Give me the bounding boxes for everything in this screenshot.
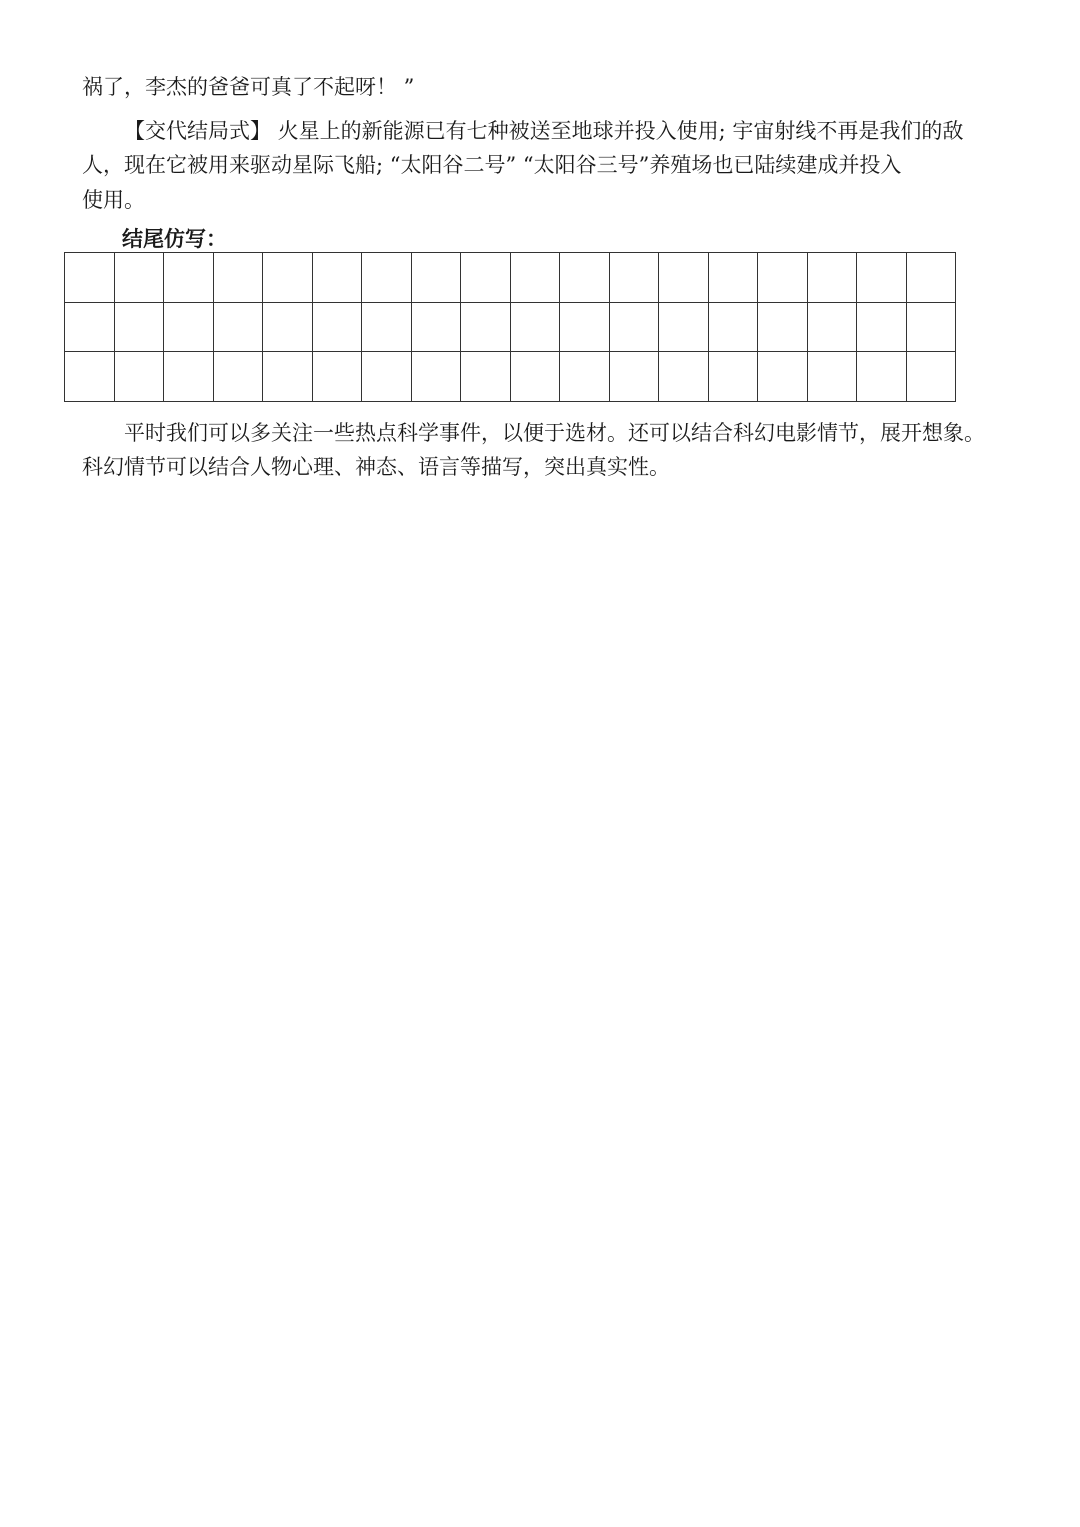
grid-cell[interactable]: [708, 352, 758, 402]
grid-cell[interactable]: [65, 253, 115, 303]
grid-cell[interactable]: [560, 302, 610, 352]
paragraph-line: 【交代结局式】 火星上的新能源已有七种被送至地球并投入使用; 宇宙射线不再是我们的敌: [124, 119, 964, 143]
grid-cell[interactable]: [857, 302, 907, 352]
grid-cell[interactable]: [659, 253, 709, 303]
grid-cell[interactable]: [213, 253, 263, 303]
grid-cell[interactable]: [708, 253, 758, 303]
grid-cell[interactable]: [609, 253, 659, 303]
grid-cell[interactable]: [807, 253, 857, 303]
grid-cell[interactable]: [758, 302, 808, 352]
grid-cell[interactable]: [362, 253, 412, 303]
grid-cell[interactable]: [65, 302, 115, 352]
grid-row: [65, 253, 956, 303]
grid-cell[interactable]: [461, 352, 511, 402]
grid-cell[interactable]: [807, 352, 857, 402]
paragraph-line: 人，现在它被用来驱动星际飞船; “太阳谷二号” “太阳谷三号”养殖场也已陆续建成并投入: [82, 153, 902, 177]
grid-cell[interactable]: [164, 253, 214, 303]
grid-cell[interactable]: [213, 352, 263, 402]
grid-cell[interactable]: [362, 302, 412, 352]
grid-cell[interactable]: [857, 253, 907, 303]
grid-cell[interactable]: [213, 302, 263, 352]
grid-cell[interactable]: [807, 302, 857, 352]
grid-cell[interactable]: [758, 253, 808, 303]
grid-cell[interactable]: [609, 302, 659, 352]
grid-cell[interactable]: [510, 352, 560, 402]
grid-cell[interactable]: [461, 302, 511, 352]
writing-grid[interactable]: [64, 252, 956, 402]
grid-cell[interactable]: [411, 352, 461, 402]
grid-row: [65, 302, 956, 352]
grid-cell[interactable]: [263, 302, 313, 352]
grid-cell[interactable]: [708, 302, 758, 352]
grid-cell[interactable]: [659, 302, 709, 352]
paragraph-line: 平时我们可以多关注一些热点科学事件，以便于选材。还可以结合科幻电影情节，展开想象。: [124, 421, 985, 445]
grid-row: [65, 352, 956, 402]
grid-cell[interactable]: [461, 253, 511, 303]
grid-cell[interactable]: [263, 352, 313, 402]
grid-cell[interactable]: [164, 352, 214, 402]
grid-cell[interactable]: [857, 352, 907, 402]
grid-cell[interactable]: [312, 352, 362, 402]
grid-cell[interactable]: [164, 302, 214, 352]
grid-cell[interactable]: [906, 253, 956, 303]
grid-cell[interactable]: [510, 302, 560, 352]
grid-cell[interactable]: [906, 352, 956, 402]
grid-cell[interactable]: [312, 253, 362, 303]
grid-cell[interactable]: [114, 253, 164, 303]
grid-cell[interactable]: [65, 352, 115, 402]
grid-cell[interactable]: [560, 253, 610, 303]
grid-cell[interactable]: [362, 352, 412, 402]
grid-cell[interactable]: [906, 302, 956, 352]
grid-cell[interactable]: [510, 253, 560, 303]
paragraph-line: 科幻情节可以结合人物心理、神态、语言等描写，突出真实性。: [82, 455, 670, 479]
grid-cell[interactable]: [263, 253, 313, 303]
grid-cell[interactable]: [659, 352, 709, 402]
paragraph-line: 使用。: [82, 188, 145, 212]
grid-cell[interactable]: [560, 352, 610, 402]
grid-cell[interactable]: [758, 352, 808, 402]
grid-cell[interactable]: [609, 352, 659, 402]
grid-cell[interactable]: [312, 302, 362, 352]
section-heading: 结尾仿写：: [122, 226, 227, 251]
paragraph-line: 祸了，李杰的爸爸可真了不起呀！ ”: [82, 75, 415, 99]
grid-cell[interactable]: [114, 302, 164, 352]
grid-cell[interactable]: [411, 253, 461, 303]
grid-cell[interactable]: [411, 302, 461, 352]
grid-cell[interactable]: [114, 352, 164, 402]
